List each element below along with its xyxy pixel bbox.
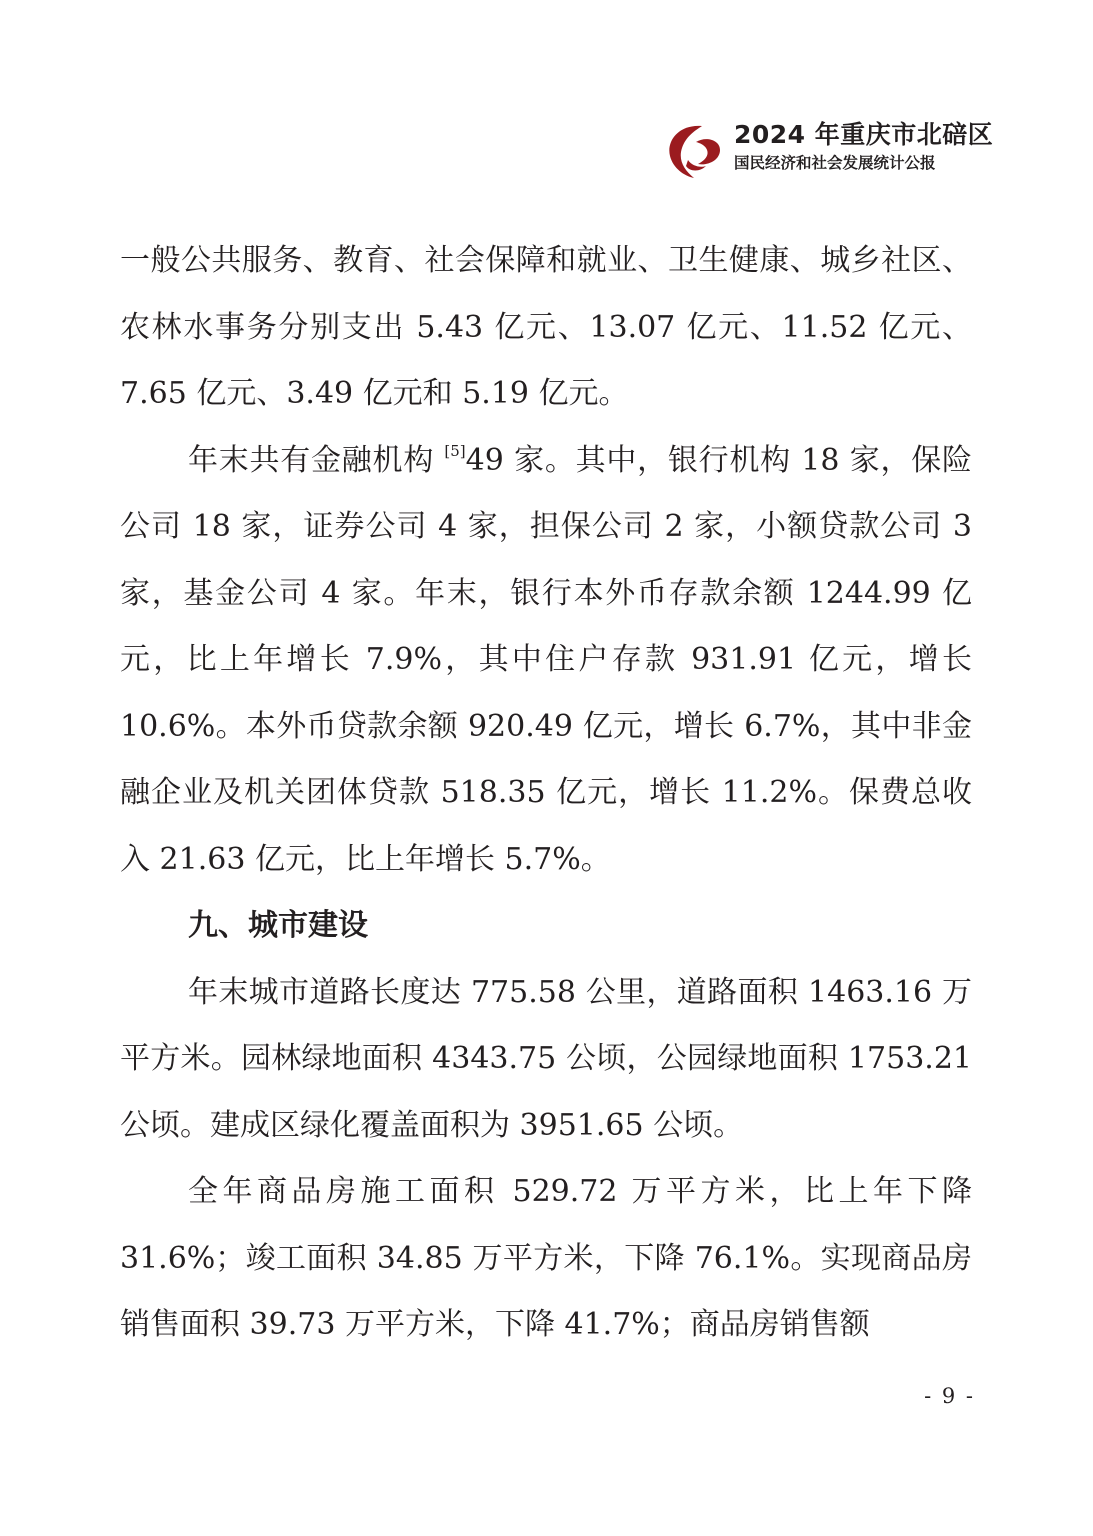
section-heading-urban-construction: 九、城市建设 <box>188 908 368 943</box>
paragraph-finance <box>120 428 972 894</box>
finance-text-start: 年末共有金融机构 <box>188 442 445 478</box>
report-title: 2024 年重庆市北碚区 <box>734 120 994 149</box>
report-header <box>662 118 994 188</box>
document-body <box>120 228 972 1359</box>
report-subtitle: 国民经济和社会发展统计公报 <box>734 154 936 172</box>
paragraph-roads-greenery: 年末城市道路长度达 775.58 公里，道路面积 1463.16 万平方米。园林绿地面积 4343.75 公顷，公园绿地面积 1753.21 公顷。建成区绿化覆盖面积为 3951.65 公顷。 <box>120 974 972 1143</box>
footnote-ref-5[interactable]: [5] <box>444 441 466 460</box>
paragraph-expenditure: 一般公共服务、教育、社会保障和就业、卫生健康、城乡社区、农林水事务分别支出 5.43 亿元、13.07 亿元、11.52 亿元、7.65 亿元、3.49 亿元和 5.19 亿元。 <box>120 243 972 411</box>
paragraph-real-estate: 全年商品房施工面积 529.72 万平方米，比上年下降 31.6%；竣工面积 34.85 万平方米，下降 76.1%。实现商品房销售面积 39.73 万平方米，下降 41.7%；商品房销售额 <box>120 1174 972 1342</box>
page-number: - 9 - <box>924 1384 975 1408</box>
finance-text-rest: 49 家。其中，银行机构 18 家，保险公司 18 家，证券公司 4 家，担保公司 2 家，小额贷款公司 3 家，基金公司 4 家。年末，银行本外币存款余额 1244.99 亿元，比上年增长 7.9%，其中住户存款 931.91 亿元，增长 10.6%。本外币贷款余额 920.49 亿元，增长 6.7%，其中非金融企业及机关团体贷款 518.35 亿元，增长 11.2%。保费总收入 21.63 亿元，比上年增长 5.7%。 <box>120 442 972 877</box>
header-text-block <box>734 118 993 174</box>
statistics-logo-icon <box>662 120 724 182</box>
